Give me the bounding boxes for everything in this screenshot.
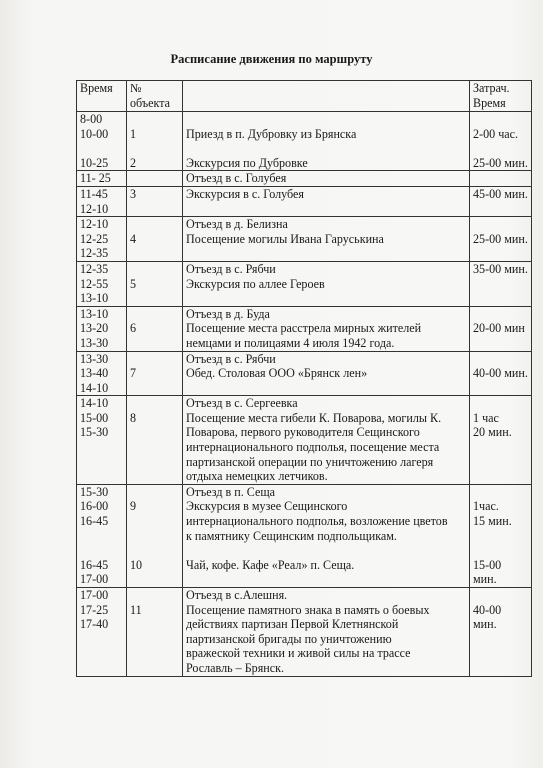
cell-duration-line: 40-00 мин. xyxy=(473,366,528,381)
cell-time xyxy=(77,351,127,396)
cell-time xyxy=(77,112,127,171)
cell-duration-line xyxy=(473,352,528,367)
cell-activity-line: интернационального подполья, возложение цветов xyxy=(186,514,448,529)
cell-time-line: 12-10 xyxy=(80,217,109,232)
table-row xyxy=(77,186,532,216)
cell-time xyxy=(77,261,127,306)
cell-activity-line: Поварова, первого руководителя Сещинского xyxy=(186,425,420,440)
table-header-row xyxy=(77,81,532,112)
cell-object-number-line xyxy=(130,352,179,367)
table-row xyxy=(77,484,532,587)
cell-object-number-line: 7 xyxy=(130,366,137,381)
cell-time xyxy=(77,306,127,351)
cell-time-line: 17-00 xyxy=(80,588,109,602)
cell-activity-line: Отъезд в д. Буда xyxy=(186,306,270,321)
cell-activity-line xyxy=(186,112,466,127)
cell-duration-line: мин. xyxy=(473,617,497,632)
cell-activity-line xyxy=(186,543,466,558)
cell-activity-line: немцами и полицаями 4 июля 1942 года. xyxy=(186,335,395,350)
cell-time xyxy=(77,217,127,262)
cell-activity xyxy=(183,588,470,677)
cell-time-line: 15-30 xyxy=(80,484,109,499)
cell-activity xyxy=(183,186,470,216)
cell-duration-line xyxy=(473,217,528,232)
cell-time-line: 15-00 xyxy=(80,410,109,425)
cell-activity-line xyxy=(186,141,466,156)
cell-time-line: 12-25 xyxy=(80,231,109,246)
cell-duration-line xyxy=(473,588,528,603)
cell-duration-line xyxy=(473,171,528,186)
cell-activity xyxy=(183,396,470,485)
cell-duration-line: 40-00 xyxy=(473,602,502,617)
cell-duration xyxy=(470,306,532,351)
cell-duration xyxy=(470,186,532,216)
cell-duration-line xyxy=(473,543,528,558)
cell-duration xyxy=(470,396,532,485)
cell-activity xyxy=(183,171,470,187)
table-row xyxy=(77,588,532,677)
cell-duration-line: 15 мин. xyxy=(473,514,512,529)
cell-activity-line: партизанской бригады по уничтожению xyxy=(186,631,392,646)
cell-time-line: 12-55 xyxy=(80,276,109,291)
cell-object-number-line: 2 xyxy=(130,155,137,170)
cell-object-number-line: 3 xyxy=(130,186,137,201)
cell-object-number-line xyxy=(130,588,179,603)
cell-duration xyxy=(470,112,532,171)
cell-duration-line: 1час. xyxy=(473,499,499,514)
cell-activity-line: отдыха немецких летчиков. xyxy=(186,469,328,484)
cell-time xyxy=(77,396,127,485)
cell-activity-line: действиях партизан Первой Клетнянской xyxy=(186,617,399,632)
cell-time xyxy=(77,186,127,216)
cell-duration-line: 15-00 xyxy=(473,557,502,572)
cell-duration-line xyxy=(473,529,528,544)
cell-object-number xyxy=(127,484,183,587)
cell-duration-line xyxy=(473,112,528,127)
cell-activity xyxy=(183,306,470,351)
cell-time-line: 12-35 xyxy=(80,246,109,261)
cell-duration xyxy=(470,588,532,677)
cell-duration-line xyxy=(473,396,528,411)
cell-activity-line: Чай, кофе. Кафе «Реал» п. Сеща. xyxy=(186,557,355,572)
cell-activity-line: Посещение места расстрела мирных жителей xyxy=(186,321,422,336)
cell-duration-line: 25-00 мин. xyxy=(473,155,528,170)
cell-object-number-line: 11 xyxy=(130,602,142,617)
cell-object-number xyxy=(127,112,183,171)
cell-object-number-line: 4 xyxy=(130,231,137,246)
cell-duration-line: мин. xyxy=(473,572,497,587)
cell-duration xyxy=(470,351,532,396)
cell-time-line: 16-00 xyxy=(80,499,109,514)
cell-activity-line: Обед. Столовая ООО «Брянск лен» xyxy=(186,366,368,381)
cell-object-number-line xyxy=(130,396,179,411)
cell-time-line xyxy=(80,543,123,558)
cell-activity-line: партизанской операции по уничтожению лагеря xyxy=(186,454,434,469)
cell-object-number-line xyxy=(130,485,179,500)
cell-activity-line: Отъезд в с.Алешня. xyxy=(186,588,288,602)
cell-time-line: 13-20 xyxy=(80,321,109,336)
cell-time-line: 10-00 xyxy=(80,126,109,141)
cell-activity-line: Отъезд в п. Сеща xyxy=(186,484,276,499)
cell-object-number-line xyxy=(130,171,179,186)
cell-time xyxy=(77,484,127,587)
cell-activity-line: Приезд в п. Дубровку из Брянска xyxy=(186,126,357,141)
table-row xyxy=(77,112,532,171)
table-row xyxy=(77,261,532,306)
cell-duration-line xyxy=(473,141,528,156)
cell-time-line: 13-10 xyxy=(80,291,109,306)
cell-object-number-line xyxy=(130,141,179,156)
cell-time-line: 15-30 xyxy=(80,425,109,440)
cell-activity-line: Посещение могилы Ивана Гаруськина xyxy=(186,231,384,246)
cell-activity-line: интернационального подполья, посещение места xyxy=(186,440,440,455)
cell-activity-line: вражеской техники и живой силы на трассе xyxy=(186,646,411,661)
cell-activity-line: к памятнику Сещинским подпольщикам. xyxy=(186,528,397,543)
cell-time-line: 13-10 xyxy=(80,306,109,321)
cell-duration-line xyxy=(473,307,528,322)
cell-time-line: 13-40 xyxy=(80,366,109,381)
cell-duration-line xyxy=(473,485,528,500)
cell-duration-line: 20-00 мин xyxy=(473,321,525,336)
cell-duration-line: 45-00 мин. xyxy=(473,186,528,201)
cell-time-line: 14-10 xyxy=(80,380,109,395)
header-duration: Затрач. Время xyxy=(470,81,532,112)
cell-object-number-line xyxy=(130,514,179,529)
cell-time-line xyxy=(80,529,123,544)
cell-duration xyxy=(470,484,532,587)
cell-object-number xyxy=(127,186,183,216)
cell-duration-line: 1 час xyxy=(473,410,499,425)
cell-duration-line: 20 мин. xyxy=(473,425,512,440)
cell-activity xyxy=(183,351,470,396)
cell-time-line: 16-45 xyxy=(80,557,109,572)
cell-object-number-line xyxy=(130,112,179,127)
cell-time-line: 17-25 xyxy=(80,602,109,617)
cell-object-number-line: 1 xyxy=(130,126,137,141)
cell-activity-line: Посещение памятного знака в память о боевых xyxy=(186,602,430,617)
cell-time-line: 11-45 xyxy=(80,186,108,201)
table-row xyxy=(77,217,532,262)
cell-object-number-line xyxy=(130,543,179,558)
cell-time-line: 17-40 xyxy=(80,617,109,632)
cell-activity-line: Экскурсия в музее Сещинского xyxy=(186,499,348,514)
cell-time-line: 11- 25 xyxy=(80,171,111,186)
cell-duration xyxy=(470,217,532,262)
cell-time-line: 17-00 xyxy=(80,572,109,587)
table-row xyxy=(77,171,532,187)
cell-object-number-line: 10 xyxy=(130,557,143,572)
cell-object-number xyxy=(127,351,183,396)
cell-time-line: 16-45 xyxy=(80,514,109,529)
cell-time-line: 13-30 xyxy=(80,335,109,350)
cell-activity-line: Экскурсия по Дубровке xyxy=(186,155,308,170)
cell-time-line: 8-00 xyxy=(80,112,103,126)
cell-activity-line: Экскурсия по аллее Героев xyxy=(186,276,325,291)
cell-time-line: 12-10 xyxy=(80,201,109,216)
cell-object-number-line: 5 xyxy=(130,276,137,291)
cell-activity xyxy=(183,112,470,171)
cell-object-number xyxy=(127,217,183,262)
cell-object-number xyxy=(127,396,183,485)
cell-duration-line: 25-00 мин. xyxy=(473,231,528,246)
cell-time-line: 14-10 xyxy=(80,396,109,411)
header-activity xyxy=(183,81,470,112)
cell-object-number-line: 8 xyxy=(130,410,137,425)
cell-object-number-line: 9 xyxy=(130,499,137,514)
cell-duration xyxy=(470,171,532,187)
cell-activity-line: Посещение места гибели К. Поварова, могилы К. xyxy=(186,410,442,425)
table-row xyxy=(77,351,532,396)
cell-activity xyxy=(183,261,470,306)
cell-object-number xyxy=(127,171,183,187)
cell-activity-line: Отъезд в с. Сергеевка xyxy=(186,396,298,411)
cell-duration-line: 2-00 час. xyxy=(473,126,519,141)
cell-time-line: 10-25 xyxy=(80,155,109,170)
cell-object-number-line xyxy=(130,217,179,232)
cell-object-number-line xyxy=(130,262,179,277)
cell-activity xyxy=(183,484,470,587)
cell-activity-line: Экскурсия в с. Голубея xyxy=(186,186,304,201)
table-row xyxy=(77,396,532,485)
cell-time xyxy=(77,171,127,187)
schedule-table xyxy=(76,80,532,677)
cell-duration xyxy=(470,261,532,306)
cell-activity-line: Рославль – Брянск. xyxy=(186,660,285,675)
cell-object-number xyxy=(127,588,183,677)
cell-time-line xyxy=(80,141,123,156)
cell-object-number xyxy=(127,261,183,306)
cell-object-number xyxy=(127,306,183,351)
table-row xyxy=(77,306,532,351)
cell-duration-line: 35-00 мин. xyxy=(473,261,528,276)
cell-time-line: 12-35 xyxy=(80,261,109,276)
cell-activity xyxy=(183,217,470,262)
cell-object-number-line xyxy=(130,307,179,322)
cell-activity-line: Отъезд в с. Голубея xyxy=(186,171,287,186)
header-object-number: № объекта xyxy=(127,81,183,112)
document-title: Расписание движения по маршруту xyxy=(170,52,373,66)
cell-object-number-line xyxy=(130,529,179,544)
header-time: Время xyxy=(77,81,127,112)
cell-time-line: 13-30 xyxy=(80,351,109,366)
cell-object-number-line: 6 xyxy=(130,321,137,336)
cell-activity-line: Отъезд в д. Белизна xyxy=(186,217,288,232)
cell-activity-line: Отъезд в с. Рябчи xyxy=(186,261,276,276)
cell-time xyxy=(77,588,127,677)
cell-activity-line: Отъезд в с. Рябчи xyxy=(186,351,276,366)
